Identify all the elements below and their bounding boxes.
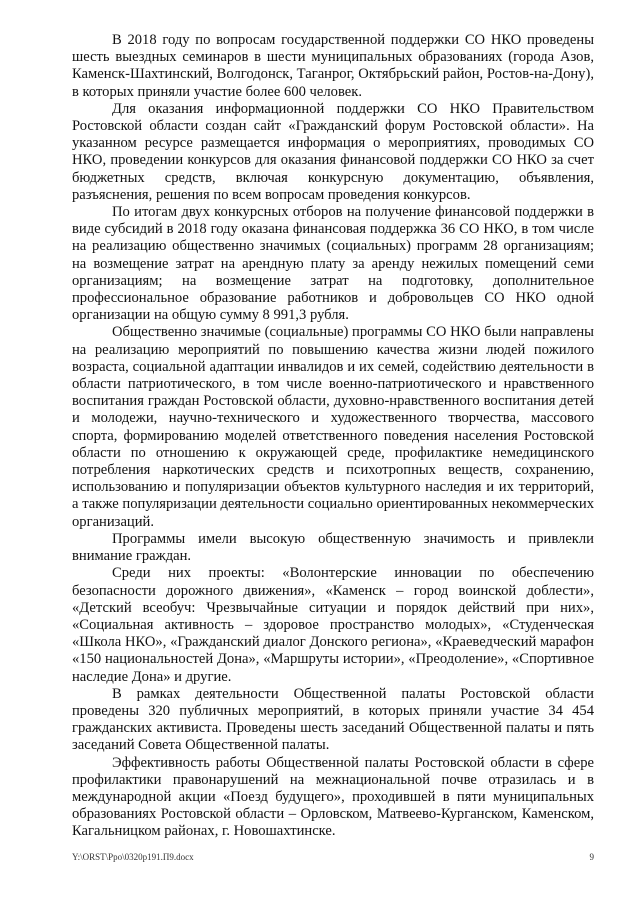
page-footer — [72, 852, 594, 866]
footer-page-number: 9 — [589, 852, 594, 862]
footer-file-path: Y:\ORST\Ppo\0320p191.П9.docx — [72, 852, 194, 862]
paragraph-projects-list: Среди них проекты: «Волонтерские инновации по обеспечению безопасности дорожного движения», «Каменск – город воинской доблести», «Детский всеобуч: Чрезвычайные ситуации и порядок действий при них», «Социальная активность – здоровое пространство молодых», «Студенческая «Школа НКО», «Гражданский диалог Донского региона», «Краеведческий марафон «150 национальностей Дона», «Маршруты истории», «Преодоление», «Спортивное наследие Дона» и другие. — [72, 565, 594, 685]
paragraph-future-train: Эффективность работы Общественной палаты Ростовской области в сфере профилактики правонарушений на межнациональной почве отразилась и в международной акции «Поезд будущего», проходившей в пяти муниципальных образованиях Ростовской области – Орловском, Матвеево-Курганском, Каменском, Кагальницком районах, г. Новошахтинске. — [72, 754, 594, 840]
paragraph-seminars: В 2018 году по вопросам государственной поддержки СО НКО проведены шесть выездных семинаров в шести муниципальных образованиях (города Азов, Каменск-Шахтинский, Волгодонск, Таганрог, Октябрьский район, Ростов-на-Дону), в которых приняли участие более 600 человек. — [72, 32, 594, 100]
paragraph-social-programs: Общественно значимые (социальные) программы СО НКО были направлены на реализацию мероприятий по повышению качества жизни людей пожилого возраста, социальной адаптации инвалидов и их семей, содействию деятельности в области патриотического, в том числе военно-патриотического и нравственного воспитания граждан Ростовской области, духовно-нравственного воспитания детей и молодежи, научно-технического и художественного творчества, массового спорта, формированию моделей ответственного поведения населения Ростовской области по отношению к окружающей среде, профилактике немедицинского потребления наркотических средств и психотропных веществ, сохранению, использованию и популяризации объектов культурного наследия и их территорий, а также популяризации деятельности социально ориентированных некоммерческих организаций. — [72, 324, 594, 530]
paragraph-information-support: Для оказания информационной поддержки СО НКО Правительством Ростовской области создан сайт «Гражданский форум Ростовской области». На указанном ресурсе размещается информация о мероприятиях, проводимых СО НКО, проведении конкурсов для оказания финансовой поддержки СО НКО за счет бюджетных средств, включая конкурсную документацию, объявления, разъяснения, решения по всем вопросам проведения конкурсов. — [72, 100, 594, 203]
paragraph-financial-support: По итогам двух конкурсных отборов на получение финансовой поддержки в виде субсидий в 2018 году оказана финансовая поддержка 36 СО НКО, в том числе на реализацию общественно значимых (социальных) программ 28 организациям; на возмещение затрат на арендную плату за аренду нежилых помещений семи организациям; на возмещение затрат на подготовку, дополнительное профессиональное образование работников и добровольцев СО НКО одной организации на общую сумму 8 991,3 рубля. — [72, 204, 594, 324]
paragraph-public-significance: Программы имели высокую общественную значимость и привлекли внимание граждан. — [72, 530, 594, 565]
document-body — [72, 32, 594, 841]
paragraph-public-chamber: В рамках деятельности Общественной палаты Ростовской области проведены 320 публичных мероприятий, в которых приняли участие 34 454 гражданских активиста. Проведены шесть заседаний Общественной палаты и пять заседаний Совета Общественной палаты. — [72, 685, 594, 754]
